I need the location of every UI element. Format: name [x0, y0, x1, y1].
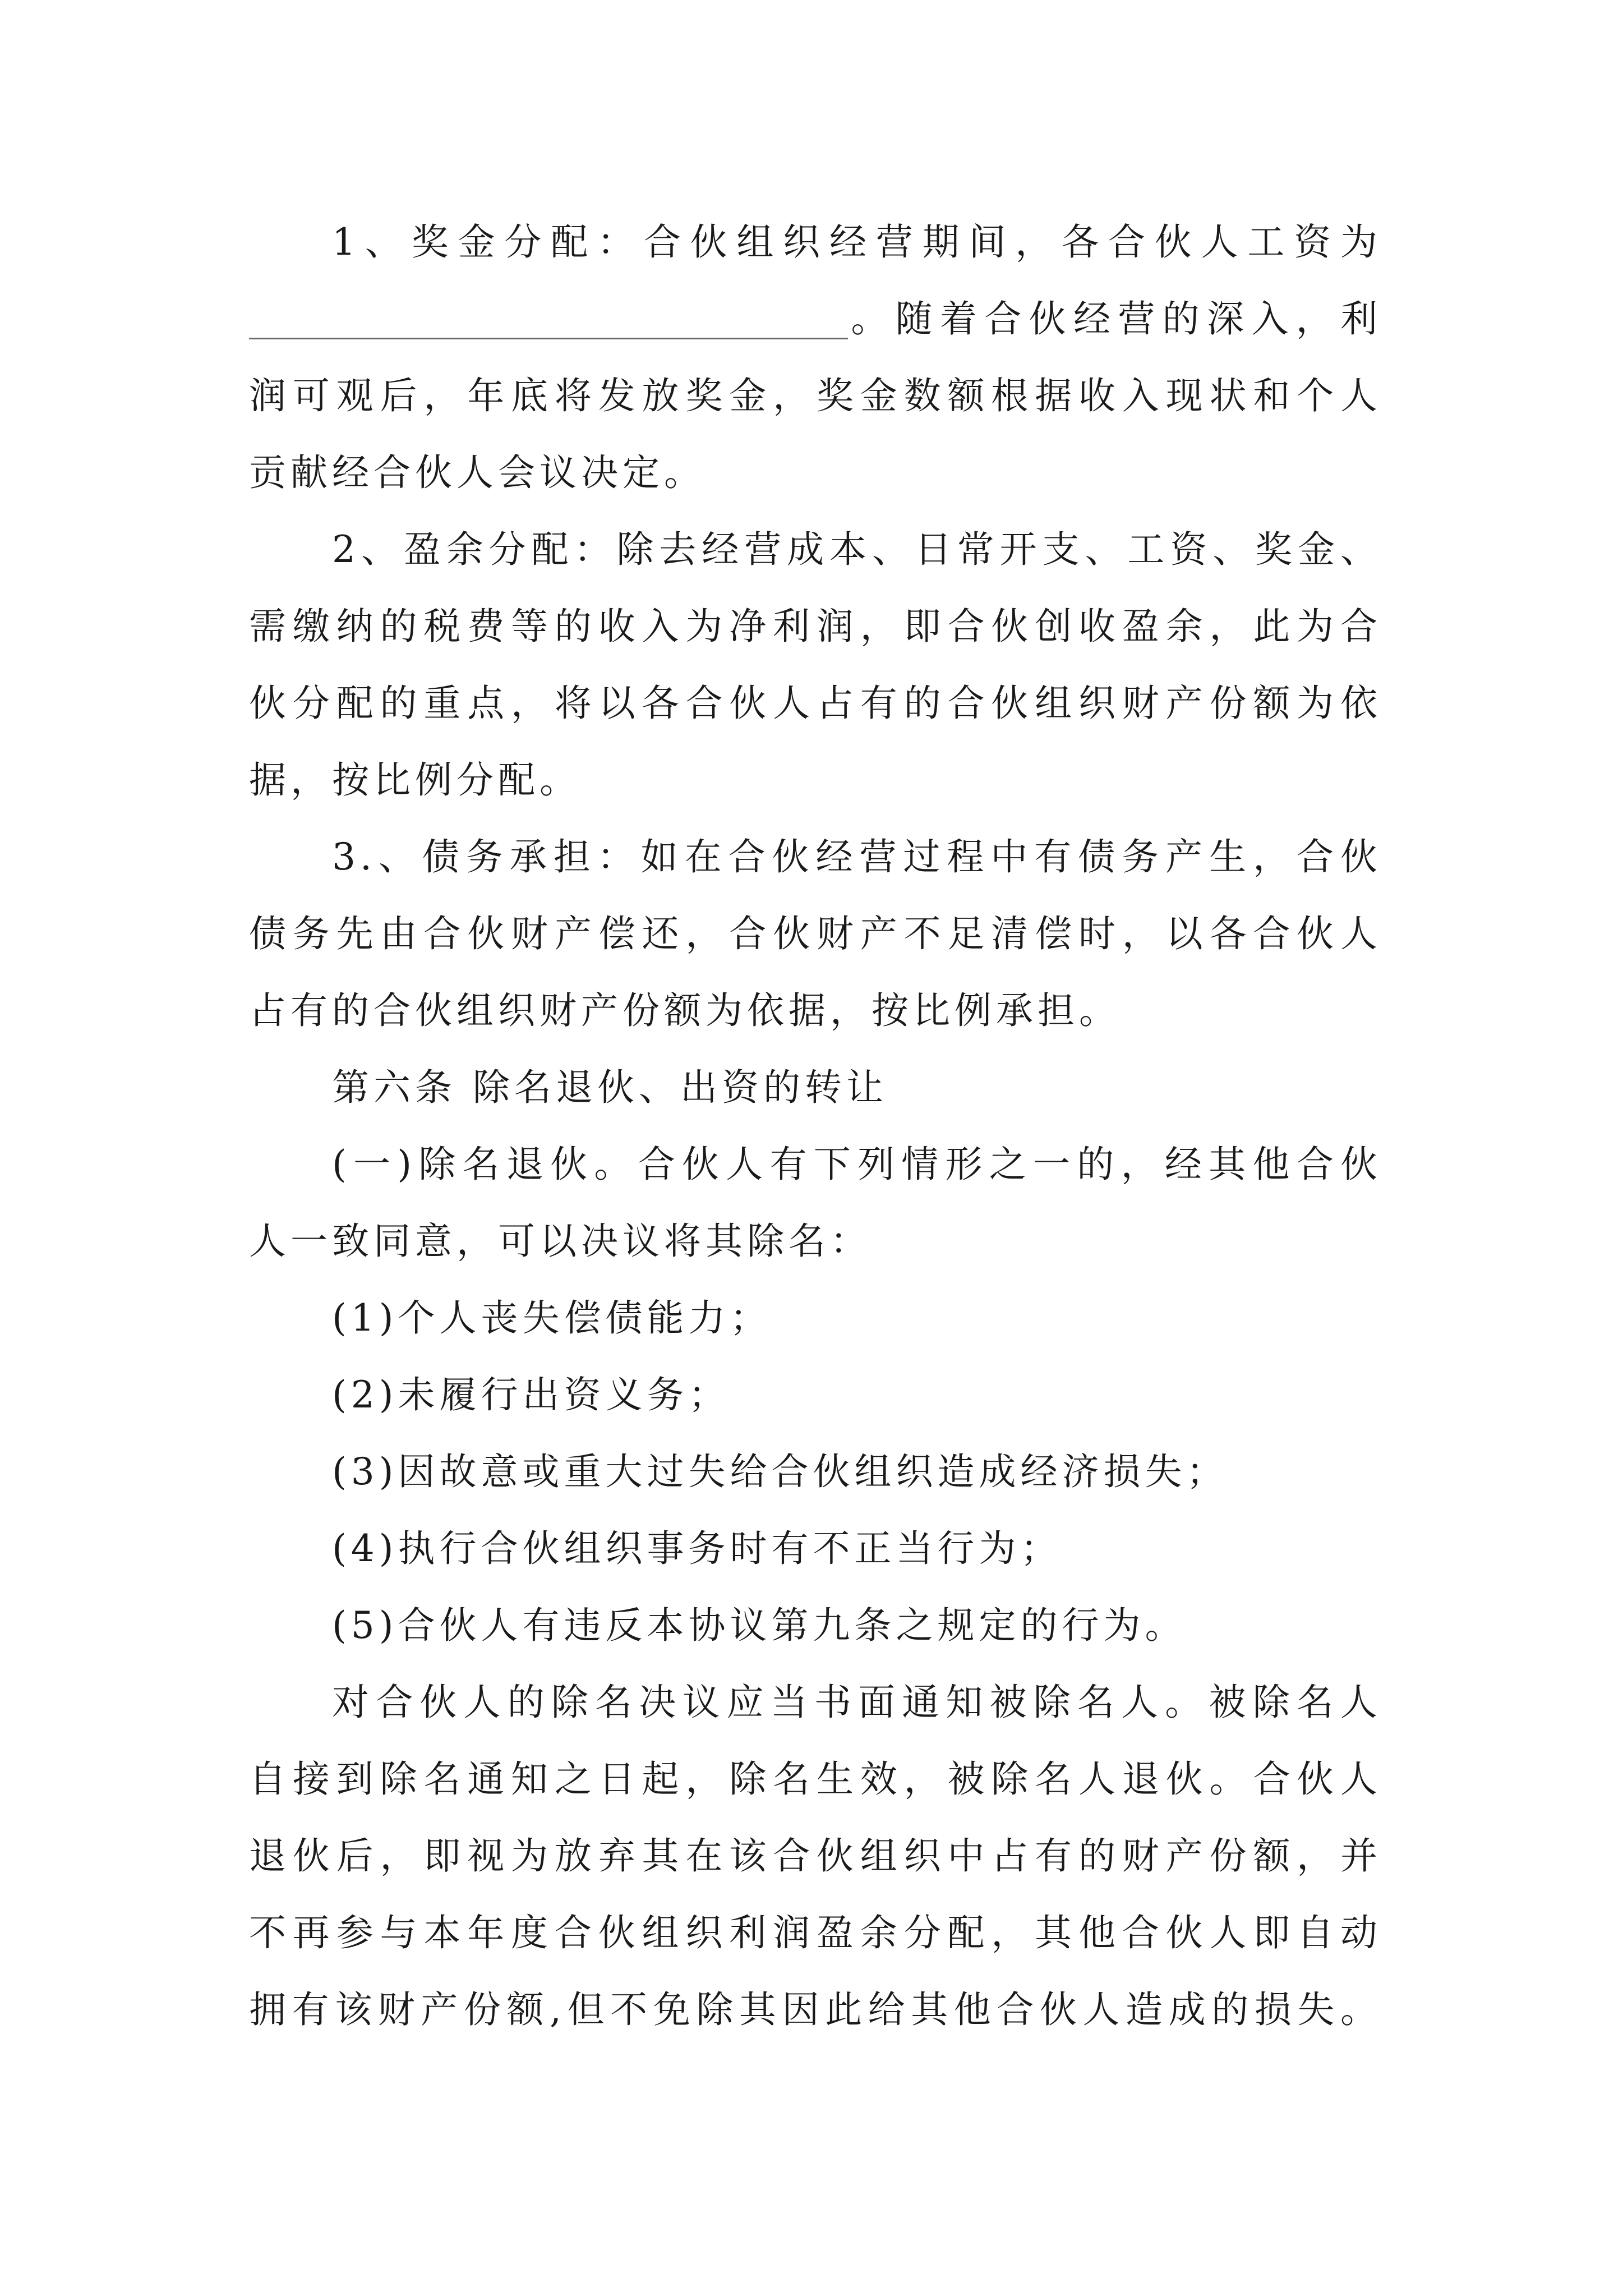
text-line: 占有的合伙组织财产份额为依据，按比例承担。	[249, 989, 1121, 1032]
article-heading: 第六条 除名退伙、出资的转让	[332, 1066, 888, 1109]
text-line: 自接到除名通知之日起，除名生效，被除名人退伙。合伙人	[249, 1757, 1382, 1801]
text-line: 据，按比例分配。	[249, 758, 581, 802]
paragraph-bonus-distribution	[249, 204, 1382, 511]
text-line: 需缴纳的税费等的收入为净利润，即合伙创收盈余，此为合	[249, 605, 1382, 648]
paragraph-expulsion	[249, 1126, 1382, 1280]
text-line: 贡献经合伙人会议决定。	[249, 451, 706, 494]
paragraph-surplus-distribution	[249, 511, 1382, 818]
list-item: (4)执行合伙组织事务时有不正当行为；	[332, 1527, 1062, 1570]
fill-in-blank-line	[249, 338, 848, 339]
text-line-with-blank	[249, 280, 1382, 357]
text-line: 拥有该财产份额,但不免除其因此给其他合伙人造成的损失。	[249, 1988, 1382, 2031]
paragraph-expulsion-notice	[249, 1664, 1382, 2048]
paragraph-debt-bearing	[249, 818, 1382, 1049]
text-line: (一)除名退伙。合伙人有下列情形之一的，经其他合伙	[332, 1143, 1382, 1186]
text-line: 对合伙人的除名决议应当书面通知被除名人。被除名人	[332, 1681, 1382, 1724]
text-line: 3.、债务承担：如在合伙经营过程中有债务产生，合伙	[332, 835, 1382, 878]
text-line: 人一致同意，可以决议将其除名：	[249, 1220, 872, 1263]
document-body	[249, 204, 1382, 2048]
conditions-list	[249, 1280, 1382, 1664]
text-line: 退伙后，即视为放弃其在该合伙组织中占有的财产份额，并	[249, 1834, 1382, 1878]
list-item: (1)个人丧失偿债能力；	[332, 1296, 772, 1340]
text-line: 润可观后，年底将发放奖金，奖金数额根据收入现状和个人	[249, 374, 1382, 417]
text-fragment: 。随着合伙经营的深入，利	[848, 297, 1382, 341]
text-line: 2、盈余分配：除去经营成本、日常开支、工资、奖金、	[332, 528, 1382, 571]
text-line: 不再参与本年度合伙组织利润盈余分配，其他合伙人即自动	[249, 1911, 1382, 1954]
list-item: (2)未履行出资义务；	[332, 1373, 730, 1416]
list-item: (3)因故意或重大过失给合伙组织造成经济损失；	[332, 1450, 1228, 1493]
text-line: 1、奖金分配：合伙组织经营期间，各合伙人工资为	[332, 220, 1382, 264]
text-line: 债务先由合伙财产偿还，合伙财产不足清偿时，以各合伙人	[249, 912, 1382, 955]
text-line: 伙分配的重点，将以各合伙人占有的合伙组织财产份额为依	[249, 682, 1382, 725]
list-item: (5)合伙人有违反本协议第九条之规定的行为。	[332, 1604, 1187, 1647]
